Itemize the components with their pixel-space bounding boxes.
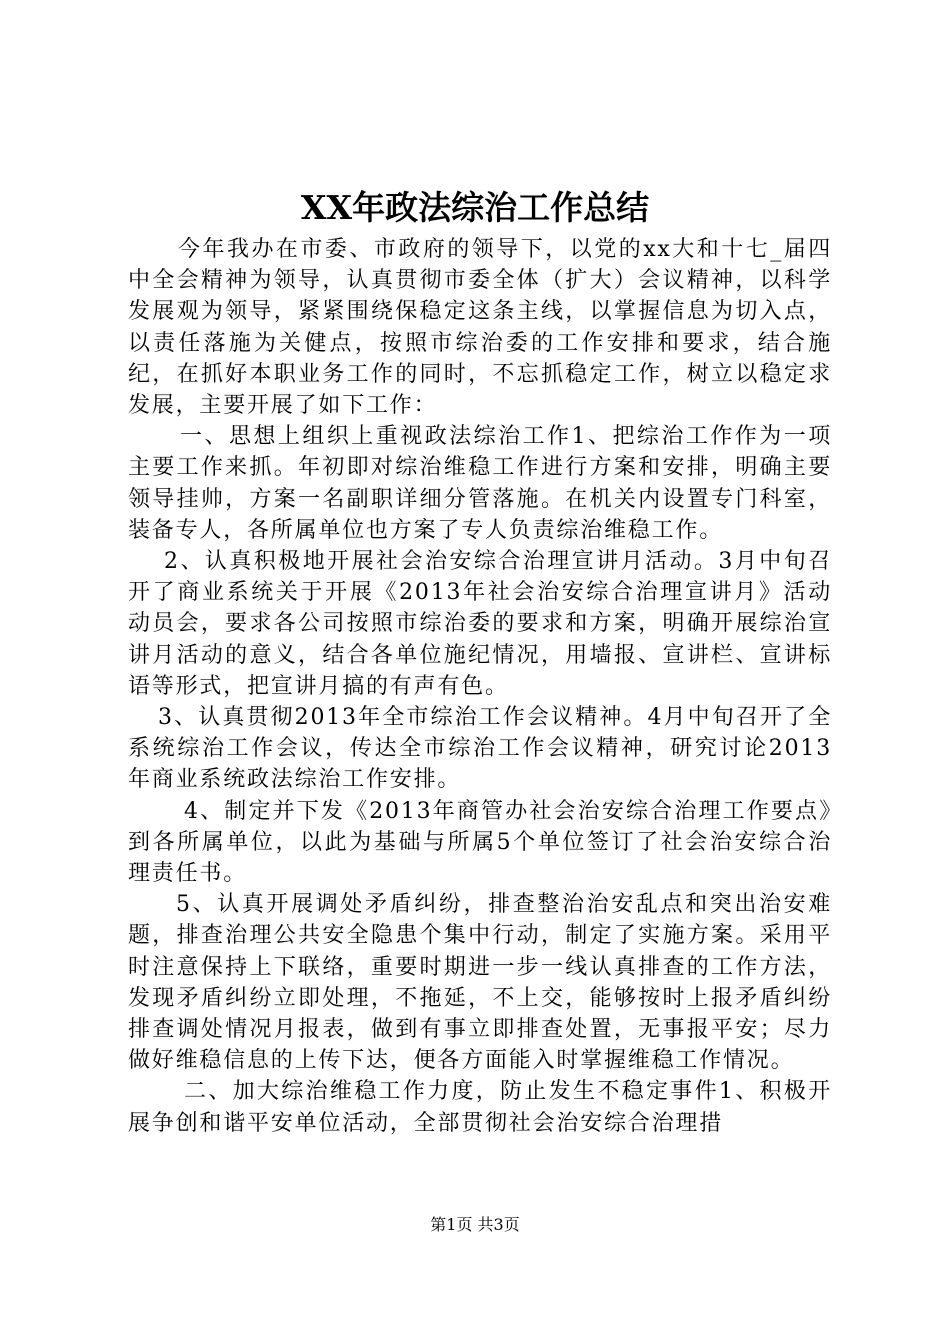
page-footer: 第1页 共3页 bbox=[430, 1215, 520, 1234]
paragraph-intro: 今年我办在市委、市政府的领导下，以党的xx大和十七_届四中全会精神为领导，认真贯彻市委全体（扩大）会议精神，以科学发展观为领导，紧紧围绕保稳定这条主线，以掌握信息为切入点，以责任落施为关健点，按照市综治委的工作安排和要求，结合施纪，在抓好本职业务工作的同时，不忘抓稳定工作，树立以稳定求发展，主要开展了如下工作： bbox=[128, 237, 832, 419]
paragraph-section-one: 一、思想上组织上重视政法综治工作1、把综治工作作为一项主要工作来抓。年初即对综治维稳工作进行方案和安排，明确主要领导挂帅，方案一名副职详细分管落施。在机关内设置专门科室，装备专人，各所属单位也方案了专人负责综治维稳工作。 bbox=[128, 424, 832, 543]
paragraph-item-two: 2、认真积极地开展社会治安综合治理宣讲月活动。3月中旬召开了商业系统关于开展《2013年社会治安综合治理宣讲月》活动动员会，要求各公司按照市综治委的要求和方案，明确开展综治宣讲月活动的意义，结合各单位施纪情况，用墙报、宣讲栏、宣讲标语等形式，把宣讲月搞的有声有色。 bbox=[128, 549, 832, 699]
paragraph-item-five: 5、认真开展调处矛盾纠纷，排查整治治安乱点和突出治安难题，排查治理公共安全隐患个集中行动，制定了实施方案。采用平时注意保持上下联络，重要时期进一步一线认真排查的工作方法，发现矛盾纠纷立即处理，不拖延，不上交，能够按时上报矛盾纠纷排查调处情况月报表，做到有事立即排查处置，无事报平安；尽力做好维稳信息的上传下达，便各方面能入时掌握维稳工作情况。 bbox=[128, 892, 832, 1074]
document-title: XX年政法综治工作总结 bbox=[300, 188, 650, 227]
paragraph-item-three: 3、认真贯彻2013年全市综治工作会议精神。4月中旬召开了全系统综治工作会议，传达全市综治工作会议精神，研究讨论2013年商业系统政法综治工作安排。 bbox=[128, 705, 832, 793]
paragraph-item-four: 4、制定并下发《2013年商管办社会治安综合治理工作要点》到各所属单位，以此为基础与所属5个单位签订了社会治安综合治理责任书。 bbox=[128, 798, 832, 887]
document-body bbox=[128, 234, 832, 1139]
paragraph-section-two: 二、加大综治维稳工作力度，防止发生不稳定事件1、积极开展争创和谐平安单位活动，全部贯彻社会治安综合治理措 bbox=[128, 1079, 832, 1136]
